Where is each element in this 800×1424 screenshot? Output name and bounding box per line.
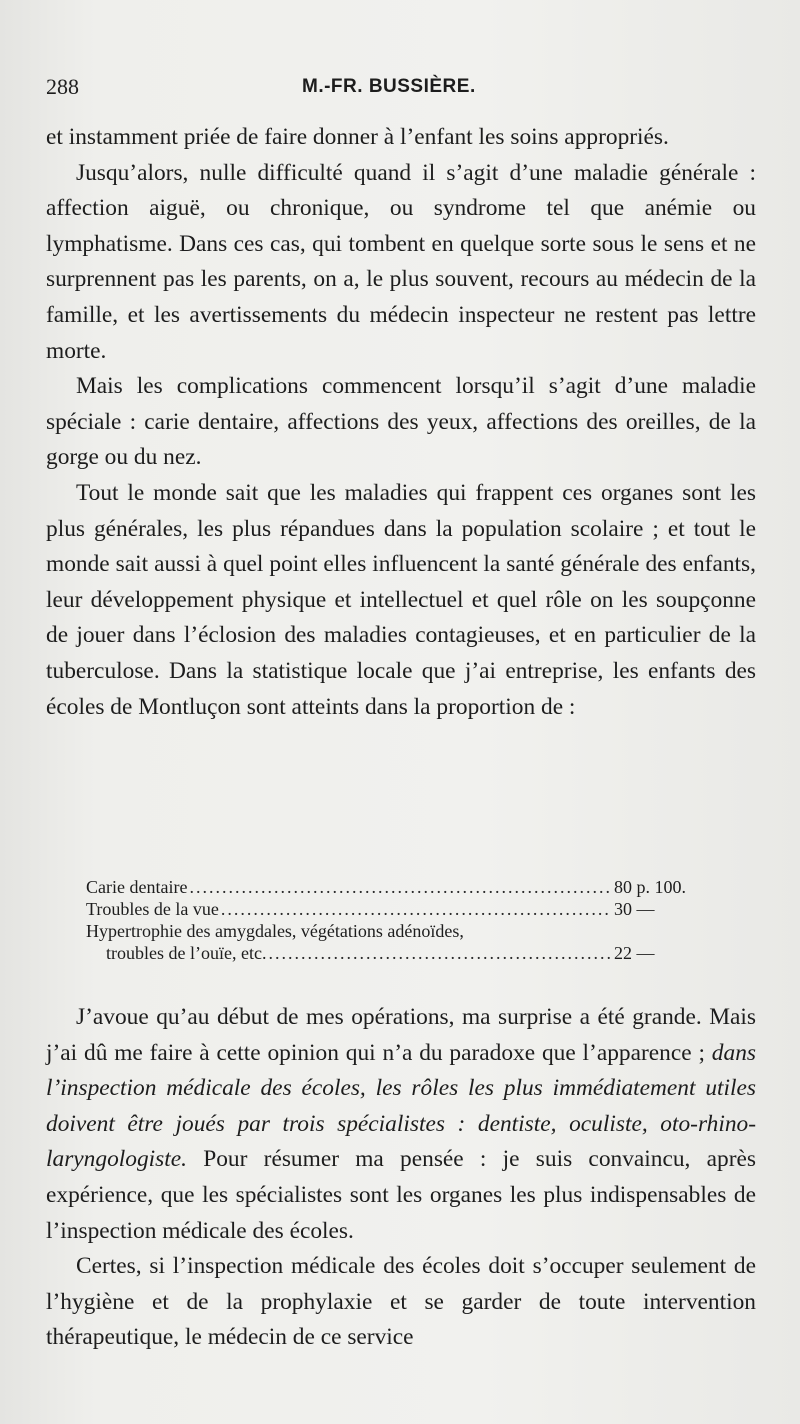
page-header — [46, 74, 756, 108]
stat-label-hypertrophie: Hypertrophie des amygdales, végétations adénoïdes, — [86, 921, 464, 941]
paragraph-2: Jusqu’alors, nulle difficulté quand il s’agit d’une maladie générale : affection aiguë, ou chronique, ou syndrome tel que anémie ou lymphatisme. Dans ces cas, qui tombent en quelque sorte sous le sens et ne surprennent pas les parents, on a, le plus souvent, recours au médecin de la famille, et les avertissements du médecin inspecteur ne restent pas lettre morte. — [46, 159, 756, 364]
dot-leader — [268, 942, 610, 964]
stat-label: Carie dentaire — [86, 877, 188, 897]
stat-label-continued: troubles de l’ouïe, etc. — [106, 943, 267, 963]
paragraph-5 — [46, 1000, 756, 1249]
dot-leader — [189, 876, 610, 898]
paragraph-5-end: Pour résumer ma pensée : je suis convaincu, après expérience, que les spécialistes sont les organes les plus indispensables de l’inspection médicale des écoles. — [46, 1146, 756, 1244]
statistics-list — [86, 876, 726, 964]
stat-row-vue — [86, 898, 726, 920]
paragraph-4: Tout le monde sait que les maladies qui frappent ces organes sont les plus générales, les plus répandues dans la population scolaire ; et tout le monde sait aussi à quel point elles influencent la santé générale des enfants, leur développement physique et intellectuel et quel rôle on les soupçonne de jouer dans l’éclosion des maladies contagieuses, et en particulier de la tuberculose. Dans la statistique locale que j’ai entreprise, les enfants des écoles de Montluçon sont atteints dans la proportion de : — [46, 479, 756, 720]
paragraph-5-italic: dans l’inspection médicale des écoles, les rôles les plus immédiatement utiles doivent être joués par trois spécialistes : dentiste, oculiste, oto-rhino-laryngologiste. — [46, 1039, 756, 1173]
stat-label: Troubles de la vue — [86, 899, 219, 919]
stat-row-hypertrophie — [86, 942, 726, 964]
page-number: 288 — [46, 74, 79, 99]
stat-value: 30 — — [614, 899, 655, 919]
body-text-top — [46, 120, 756, 725]
body-text-bottom — [46, 1000, 756, 1356]
dot-leader — [221, 898, 610, 920]
paragraph-1: et instamment priée de faire donner à l’enfant les soins appropriés. — [46, 124, 669, 150]
stat-value: 22 — — [614, 943, 655, 963]
paragraph-3: Mais les complications commencent lorsqu’il s’agit d’une maladie spéciale : carie dentaire, affections des yeux, affections des oreilles, de la gorge ou du nez. — [46, 373, 756, 471]
running-head: M.-FR. BUSSIÈRE. — [302, 76, 476, 97]
paragraph-6: Certes, si l’inspection médicale des écoles doit s’occuper seulement de l’hygiène et de la prophylaxie et se garder de toute intervention thérapeutique, le médecin de ce service — [46, 1253, 756, 1351]
paragraph-5-start: J’avoue qu’au début de mes opérations, ma surprise a été grande. Mais j’ai dû me faire à cette opinion qui n’a du paradoxe que l’apparence ; — [46, 1004, 756, 1066]
stat-row-carie — [86, 876, 726, 898]
stat-value: 80 p. 100. — [614, 877, 686, 897]
